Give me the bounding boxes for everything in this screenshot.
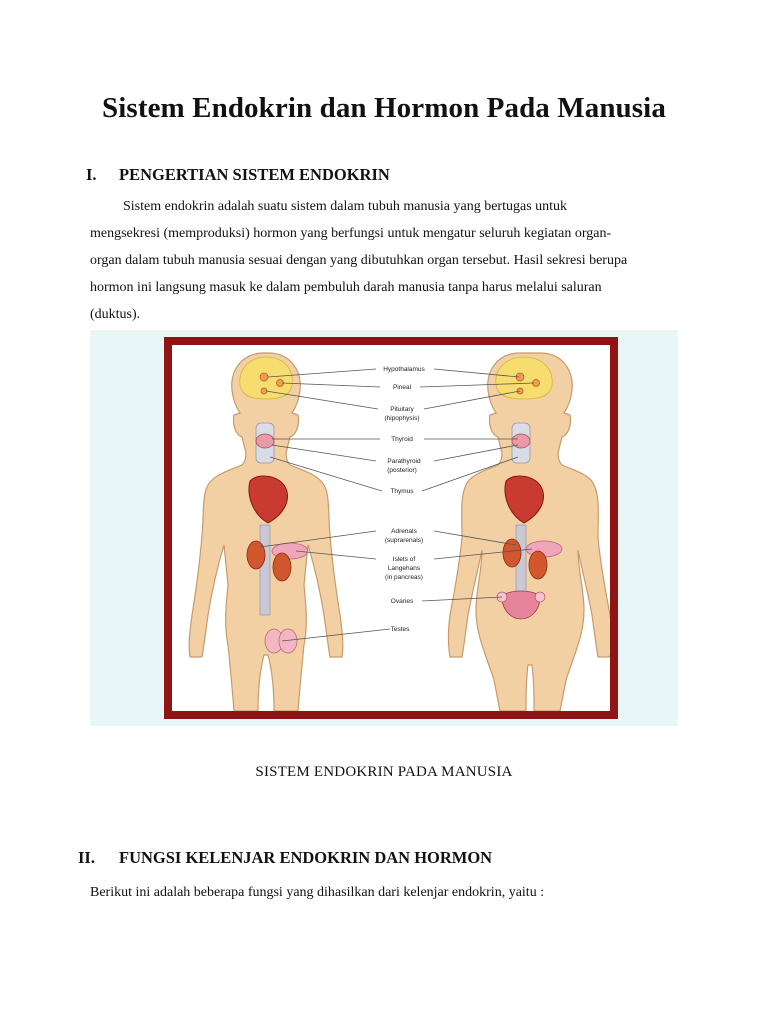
label-adrenals: Adrenals: [391, 528, 417, 535]
section-heading-1: [86, 165, 686, 187]
label-pineal: Pineal: [392, 384, 412, 391]
female-body-illustration: [449, 353, 611, 711]
paragraph-line: hormon ini langsung masuk ke dalam pembuluh darah manusia tanpa harus melalui saluran: [90, 280, 602, 295]
label-ovaries: Ovaries: [390, 598, 414, 605]
section-number-2: II.: [78, 848, 95, 867]
label-adrenals-sub: (suprarenals): [384, 537, 424, 544]
label-hypothalamus: Hypothalamus: [383, 366, 425, 373]
paragraph-functions-intro: Berikut ini adalah beberapa fungsi yang dihasilkan dari kelenjar endokrin, yaitu :: [90, 885, 545, 900]
label-pituitary: Pituitary: [390, 406, 414, 413]
document-title: Sistem Endokrin dan Hormon Pada Manusia: [102, 92, 666, 124]
section-title-2: FUNGSI KELENJAR ENDOKRIN DAN HORMON: [119, 848, 493, 867]
section-title-1: PENGERTIAN SISTEM ENDOKRIN: [119, 165, 390, 184]
label-thymus: Thymus: [390, 488, 414, 495]
endocrine-figure: [172, 345, 610, 711]
paragraph-definition: [90, 193, 690, 328]
endocrine-illustration: [172, 345, 610, 711]
label-thyroid: Thyroid: [391, 436, 413, 443]
label-islets-line3: (in pancreas): [385, 574, 423, 581]
label-parathyroid: Parathyroid: [387, 458, 421, 465]
label-islets: Islets of: [392, 556, 416, 563]
paragraph-line: (duktus).: [90, 307, 141, 322]
paragraph-line: organ dalam tubuh manusia sesuai dengan yang dibutuhkan organ tersebut. Hasil sekresi berupa: [90, 253, 628, 268]
label-pituitary-sub: (hipophysis): [384, 415, 420, 422]
label-testes: Testes: [390, 626, 410, 633]
label-islets-line2: Langehans: [387, 565, 421, 572]
paragraph-line: mengsekresi (memproduksi) hormon yang berfungsi untuk mengatur seluruh kegiatan organ-: [90, 226, 612, 241]
section-number-1: I.: [86, 165, 97, 184]
label-parathyroid-sub: (posterior): [387, 467, 417, 474]
section-heading-2: [78, 848, 698, 870]
figure-caption: SISTEM ENDOKRIN PADA MANUSIA: [255, 764, 513, 780]
paragraph-line: Sistem endokrin adalah suatu sistem dalam tubuh manusia yang bertugas untuk: [123, 199, 568, 214]
male-body-illustration: [189, 353, 343, 711]
